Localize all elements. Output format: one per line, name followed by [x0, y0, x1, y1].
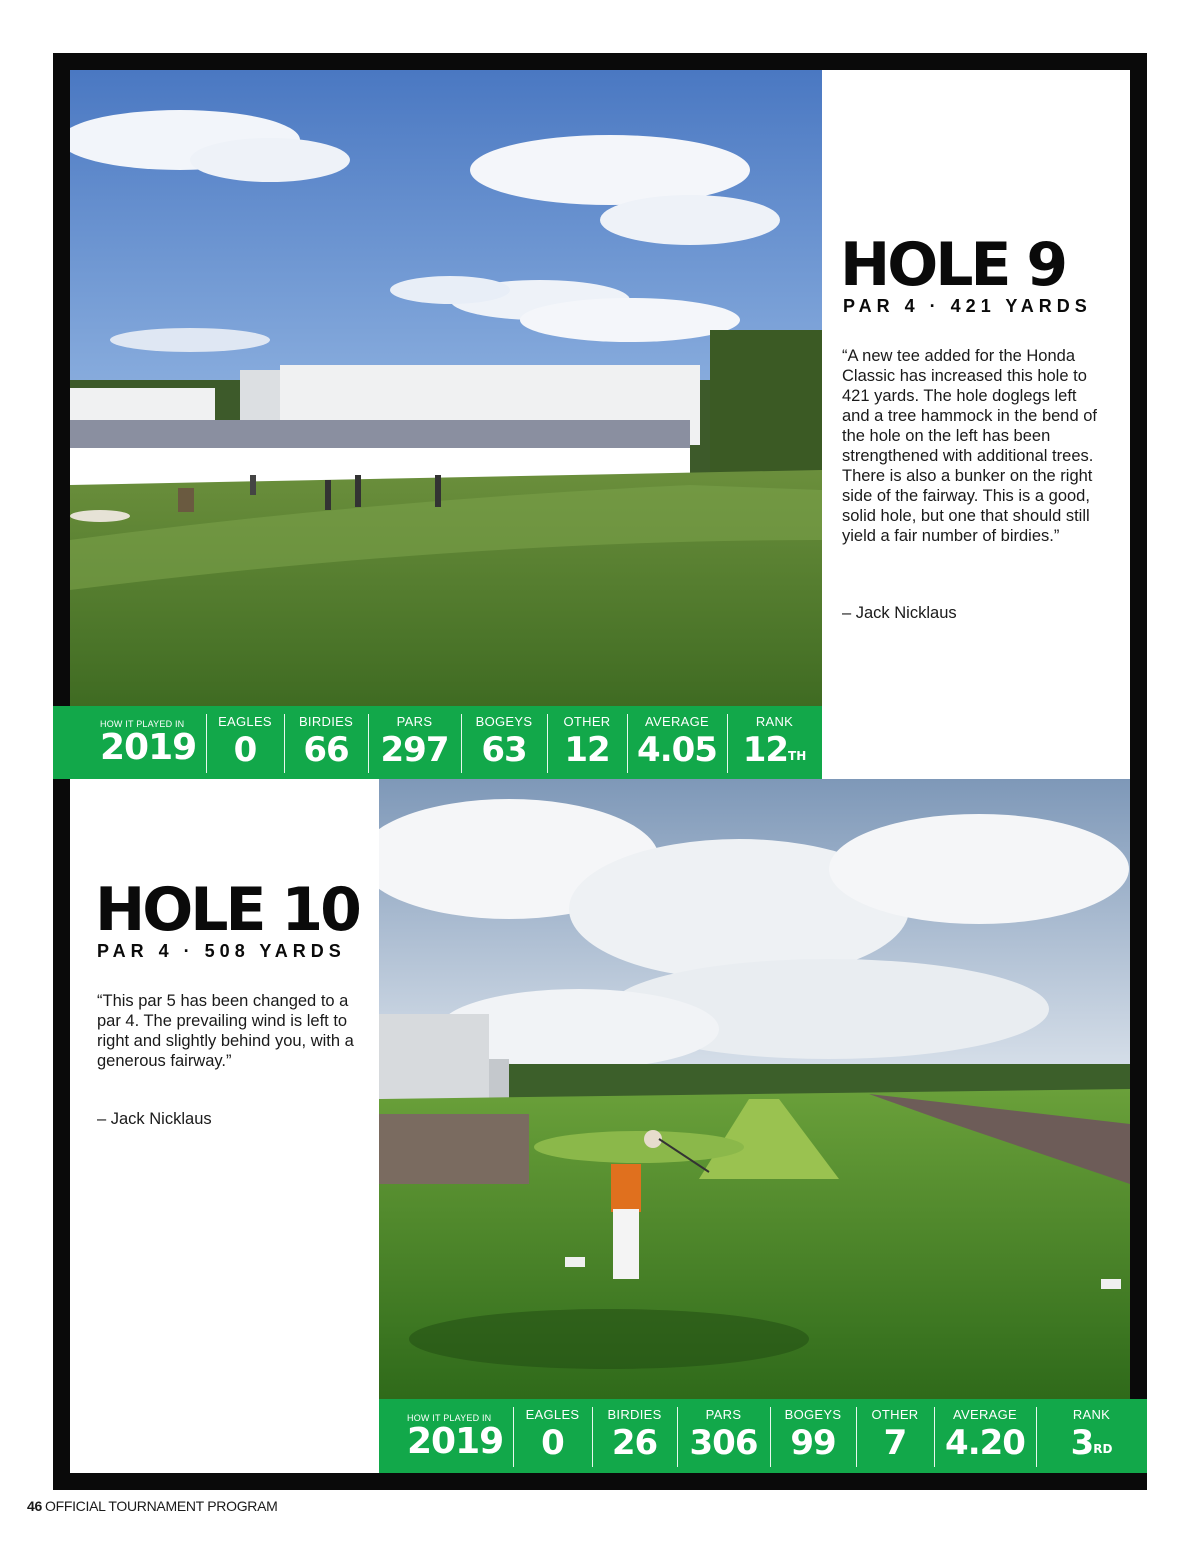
stat-value: 0: [541, 1423, 564, 1463]
hole-9-quote: “A new tee added for the Honda Classic has increased this hole to 421 yards. The hole doglegs left and a tree hammock in the bend of the hole on the left has been strengthened with additional trees. There is also a bunker on the right side of the fairway. This is a good, solid hole, but one that should still yield a fair number of birdies.”: [842, 347, 1097, 545]
stat-value: [1071, 1423, 1113, 1463]
rank-number: 3: [1070, 1423, 1094, 1463]
year-label: HOW IT PLAYED IN: [100, 719, 185, 729]
rank-number: 12: [742, 730, 789, 770]
hole-10-quote: “This par 5 has been changed to a par 4. The prevailing wind is left to right and slightly behind you, with a generous fairway.”: [97, 992, 354, 1070]
stat-value: 7: [883, 1423, 907, 1463]
hole-9-subtitle: PAR 4 · 421 YARDS: [843, 296, 1092, 316]
stat-eagles: [206, 706, 284, 779]
stat-average: [627, 706, 727, 779]
stat-value: 66: [303, 730, 349, 770]
year-block: [53, 706, 206, 779]
stat-rank: [1036, 1399, 1147, 1473]
year-block: [379, 1399, 513, 1473]
stat-label: OTHER: [563, 714, 611, 729]
stat-eagles: [513, 1399, 592, 1473]
rank-suffix: TH: [788, 749, 807, 763]
stat-birdies: [592, 1399, 677, 1473]
stat-rank: [727, 706, 822, 779]
stat-label: PARS: [396, 714, 433, 729]
stat-bogeys: [770, 1399, 856, 1473]
stat-label: OTHER: [871, 1407, 919, 1422]
stat-label: RANK: [755, 714, 794, 729]
stat-value: 4.20: [945, 1423, 1025, 1463]
stat-pars: [677, 1399, 770, 1473]
stat-value: 26: [611, 1423, 658, 1463]
stat-label: BIRDIES: [607, 1407, 662, 1422]
hole-9-attribution: – Jack Nicklaus: [842, 604, 957, 622]
hole-10-stats-bar: [379, 1399, 1147, 1473]
hole-10-title: HOLE 10: [95, 875, 359, 945]
stat-value: 12: [564, 730, 610, 770]
hole-9-photo: [70, 70, 822, 706]
stat-label: BOGEYS: [475, 714, 533, 729]
stat-value: 99: [790, 1423, 836, 1463]
stat-value: 297: [380, 730, 449, 770]
page-number: 46: [27, 1498, 42, 1514]
rank-suffix: RD: [1093, 1442, 1113, 1456]
stat-value: 0: [233, 730, 257, 770]
stat-label: AVERAGE: [645, 714, 709, 729]
hole-9-title: HOLE 9: [840, 230, 1066, 300]
stat-other: [856, 1399, 934, 1473]
stat-birdies: [284, 706, 368, 779]
hole-10-photo: [379, 779, 1130, 1399]
hole-10-attribution: – Jack Nicklaus: [97, 1110, 212, 1128]
hole-9-stats-bar: [53, 706, 822, 779]
stat-value: 63: [481, 730, 527, 770]
stat-label: AVERAGE: [953, 1407, 1017, 1422]
publication-name: OFFICIAL TOURNAMENT PROGRAM: [44, 1498, 278, 1514]
stat-label: BOGEYS: [784, 1407, 842, 1422]
stat-label: BIRDIES: [298, 714, 354, 729]
stat-other: [547, 706, 627, 779]
stat-value: 306: [689, 1423, 758, 1463]
hole-10-subtitle: PAR 4 · 508 YARDS: [97, 941, 346, 961]
year-label: HOW IT PLAYED IN: [407, 1412, 492, 1423]
stat-bogeys: [461, 706, 547, 779]
page-footer: [27, 1498, 278, 1514]
stat-value: 4.05: [637, 730, 717, 770]
stat-value: [743, 730, 807, 770]
year-value: 2019: [100, 727, 197, 768]
year-value: 2019: [407, 1420, 504, 1462]
stat-pars: [368, 706, 461, 779]
stat-label: EAGLES: [525, 1407, 580, 1422]
stat-average: [934, 1399, 1036, 1473]
stat-label: EAGLES: [218, 714, 272, 729]
stat-label: RANK: [1072, 1407, 1111, 1422]
stat-label: PARS: [705, 1407, 742, 1422]
